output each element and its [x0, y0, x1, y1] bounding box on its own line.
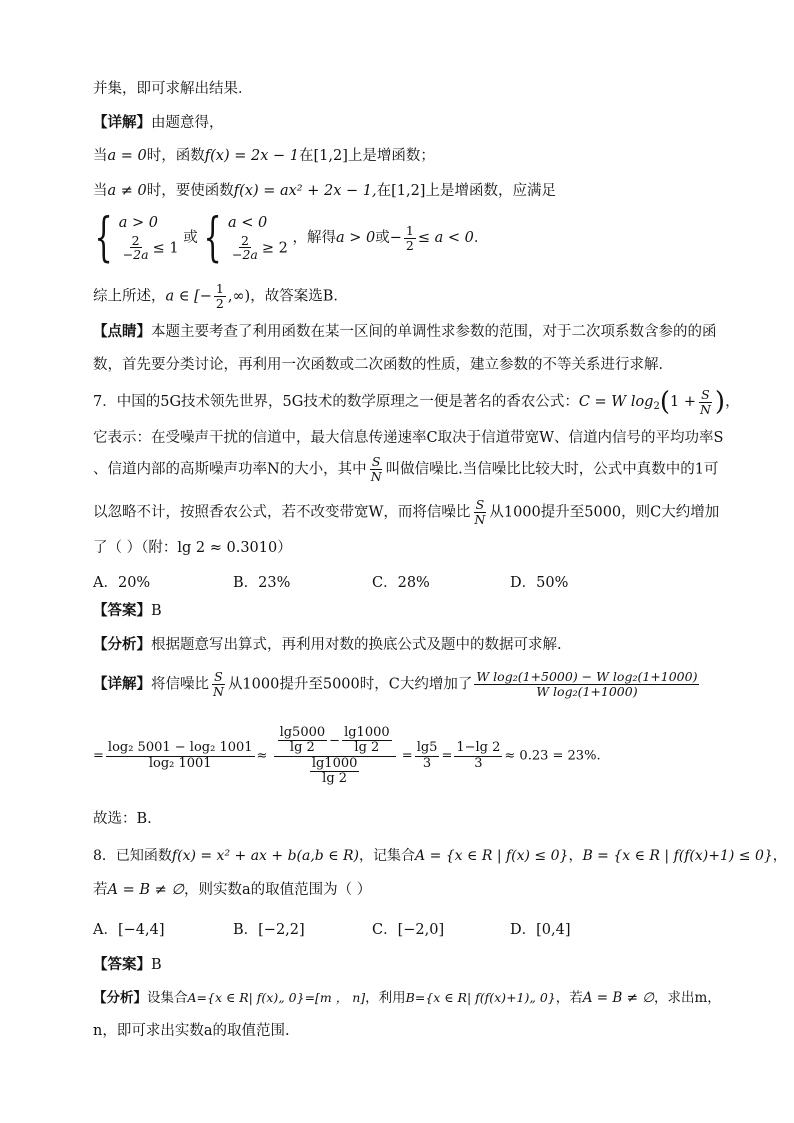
- paren-close: ): [714, 387, 726, 417]
- option-a: [93, 918, 165, 939]
- text: ．: [473, 230, 489, 246]
- paragraph-text: 根据题意写出算式，再利用对数的换底公式及题中的数据可求解.: [151, 637, 562, 653]
- frac-den: N: [370, 468, 382, 484]
- math: =: [401, 748, 413, 764]
- frac-num: log₂ 5001 − log₂ 1001: [107, 740, 253, 756]
- text: .: [596, 748, 601, 764]
- frac-num: 2: [240, 232, 249, 248]
- math: ≈: [256, 748, 268, 764]
- frac-num: S: [371, 454, 381, 469]
- math: A = B ≠ ∅: [582, 990, 654, 1006]
- math: −: [389, 230, 402, 246]
- text-line: [93, 955, 162, 975]
- math: ,∞): [227, 288, 251, 305]
- answer-value: B: [151, 603, 162, 619]
- question-text: 它表示：在受噪声干扰的信道中，最大信息传递速率C取决于信道带宽W、信道内信号的平均功率S: [93, 430, 724, 446]
- frac-num: lg1000: [344, 725, 390, 740]
- frac-den: [306, 757, 364, 787]
- text: ，解得: [292, 230, 336, 246]
- frac-den: 3: [422, 755, 432, 771]
- option-text: A．20%: [93, 575, 151, 591]
- question-text: 了（ ）（附：lg 2 ≈ 0.3010）: [93, 540, 292, 556]
- frac-den: lg 2: [322, 770, 348, 786]
- math: [1,2]: [313, 148, 348, 164]
- paragraph-text: 数，首先要分类讨论，再利用一次函数或二次函数的性质，建立参数的不等关系进行求解．: [93, 357, 673, 373]
- comment-tag: 【点睛】: [93, 323, 151, 340]
- question-text: 叫做信噪比.当信噪比比较大时，公式中真数中的1可: [385, 461, 719, 478]
- question-text: 7．中国的5G技术领先世界，5G技术的数学原理之一便是著名的香农公式：: [93, 394, 579, 410]
- math: a ∈ [−: [165, 288, 212, 305]
- option-text: D．[0,4]: [510, 922, 571, 938]
- text-line: [93, 428, 723, 448]
- option-d: [510, 571, 568, 592]
- math: 1 +: [670, 394, 696, 410]
- text: ，: [725, 394, 740, 410]
- answer-value: B: [151, 957, 162, 973]
- option-text: D．50%: [510, 575, 569, 591]
- frac-den: N: [699, 401, 711, 417]
- option-text: C．28%: [372, 575, 430, 591]
- option-b: [233, 918, 305, 939]
- frac-den: lg 2: [289, 740, 315, 756]
- frac-den: −2a: [122, 247, 149, 263]
- text: 或: [183, 230, 198, 246]
- frac-den: −2a: [232, 247, 258, 263]
- text: ，: [772, 848, 787, 864]
- text: 设集合: [147, 990, 188, 1006]
- text-line: [93, 282, 348, 311]
- frac-num: lg5000: [279, 725, 326, 740]
- text-line: [93, 635, 562, 655]
- math: A = B ≠ ∅: [107, 882, 184, 898]
- math: f(x) = 2x − 1: [204, 148, 299, 164]
- paragraph-text: 由题意得，: [151, 115, 224, 131]
- text: 从1000提升至5000时，C大约增加了: [227, 676, 473, 693]
- text: ，若: [555, 990, 583, 1006]
- paragraph-text: 本题主要考查了利用函数在某一区间的单调性求参数的范围，对于二次项系数含参的的函: [151, 324, 717, 340]
- text-line: [93, 601, 162, 621]
- frac-num: lg5: [416, 740, 438, 756]
- option-c: [372, 918, 444, 939]
- frac-num: [274, 726, 396, 757]
- text-line: [93, 988, 721, 1008]
- math: A = {x ∈ R | f(x) ≤ 0}: [415, 848, 569, 864]
- frac-den: 2: [215, 295, 224, 311]
- compound-fraction: [274, 726, 396, 786]
- question-8-line: [93, 846, 787, 866]
- text-line: [93, 322, 717, 342]
- question-text: ，则实数a的取值范围为（ ）: [184, 882, 372, 898]
- text-line: [93, 181, 556, 201]
- math: ≈ 0.23 = 23%: [504, 748, 597, 764]
- text: 上是增函数，应满足: [425, 183, 556, 199]
- text: 将信噪比: [151, 676, 209, 693]
- text: ，利用: [365, 990, 406, 1006]
- question-text: 以忽略不计，按照香农公式，若不改变带宽W，而将信噪比: [93, 504, 471, 521]
- paragraph-text: n，即可求出实数a的取值范围.: [93, 1023, 290, 1039]
- frac-den: 3: [474, 755, 483, 771]
- text: 当: [93, 183, 108, 199]
- text: 上是增函数；: [347, 148, 435, 164]
- system-row: [228, 234, 288, 263]
- text-line: [93, 880, 371, 900]
- paren-open: (: [659, 387, 670, 417]
- system-1: [119, 214, 179, 262]
- option-text: B．[−2,2]: [233, 922, 305, 938]
- text: ，记集合: [359, 848, 416, 864]
- frac-num: 1: [405, 222, 414, 238]
- brace-icon: {: [94, 208, 113, 268]
- frac-den: lg 2: [354, 740, 380, 756]
- text-line: [93, 455, 718, 484]
- frac-num: S: [214, 669, 223, 684]
- math: f(x) = x² + ax + b(a,b ∈ R): [171, 848, 360, 864]
- system-row: a < 0: [228, 214, 268, 231]
- frac-num: 2: [131, 232, 140, 248]
- frac-num: S: [701, 386, 710, 402]
- frac-den: 2: [405, 237, 414, 253]
- text-line: [93, 79, 253, 99]
- math: ≤ 1: [152, 239, 179, 256]
- text: ，求出m，: [653, 990, 721, 1006]
- math: =: [441, 748, 453, 764]
- text: 当: [93, 148, 108, 164]
- answer-tag: 【答案】: [93, 602, 151, 619]
- text-line: [93, 809, 152, 829]
- text: 时，函数: [146, 148, 205, 164]
- frac-den: W log₂(1+1000): [536, 683, 638, 699]
- text-line: [93, 113, 224, 133]
- text-line: [93, 146, 435, 166]
- answer-tag: 【答案】: [93, 956, 151, 973]
- option-b: [233, 571, 290, 592]
- text: ，故答案选B．: [250, 288, 348, 305]
- option-a: [93, 571, 150, 592]
- frac-num: lg1000: [311, 755, 358, 771]
- calc-line: [93, 726, 601, 786]
- math: ≥ 2: [261, 239, 288, 256]
- option-d: [510, 918, 571, 939]
- frac-num: S: [475, 497, 485, 512]
- paragraph-text: 并集，即可求解出结果．: [93, 81, 253, 97]
- frac-num: W log₂(1+5000) − W log₂(1+1000): [476, 669, 698, 684]
- math: a ≠ 0: [107, 183, 147, 199]
- text: 若: [93, 882, 108, 898]
- text-line: [93, 1021, 290, 1041]
- analysis-tag: 【分析】: [93, 636, 151, 653]
- text-line: [93, 538, 292, 558]
- frac-num: 1: [215, 281, 224, 296]
- system-row: a > 0: [118, 214, 158, 231]
- math: f(x) = ax² + 2x − 1,: [233, 183, 377, 199]
- frac-num: 1−lg 2: [456, 740, 501, 756]
- frac-den: log₂ 1001: [148, 755, 212, 771]
- text-line: [93, 498, 719, 527]
- text-line: [93, 355, 673, 375]
- math: a = 0: [107, 148, 147, 164]
- text: 综上所述，: [93, 288, 166, 305]
- option-c: [372, 571, 430, 592]
- text: 在: [376, 183, 392, 199]
- system-2: [228, 214, 288, 262]
- question-text: 、信道内部的高斯噪声功率N的大小，其中: [93, 461, 367, 478]
- math: A={x ∈ R| f(x)„ 0}=[m ， n]: [187, 990, 366, 1005]
- frac-den: N: [474, 511, 486, 527]
- text: ，: [568, 848, 583, 864]
- math: −: [329, 733, 341, 749]
- question-text: 8．已知函数: [93, 848, 172, 864]
- system-row: [119, 234, 179, 263]
- detail-tag: 【详解】: [93, 114, 151, 131]
- system-line: [93, 208, 489, 268]
- math: B={x ∈ R| f(f(x)+1)„ 0}: [405, 990, 556, 1005]
- question-text: 从1000提升至5000，则C大约增加: [489, 504, 720, 521]
- text-line: [93, 670, 701, 699]
- text: 在: [298, 148, 314, 164]
- option-text: A．[−4,4]: [93, 922, 165, 938]
- text: 或: [375, 230, 390, 246]
- math: C = W log: [578, 394, 654, 410]
- option-text: B．23%: [233, 575, 291, 591]
- option-text: C．[−2,0]: [372, 922, 445, 938]
- math: ≤ a < 0: [417, 230, 474, 246]
- math: a > 0: [335, 230, 376, 246]
- text: 时，要使函数: [146, 183, 234, 199]
- frac-den: N: [213, 683, 224, 699]
- math: [1,2]: [391, 183, 426, 199]
- math: =: [93, 748, 104, 764]
- paragraph-text: 故选：B.: [93, 811, 152, 827]
- brace-icon: {: [203, 208, 222, 268]
- detail-tag: 【详解】: [93, 675, 151, 693]
- math: B = {x ∈ R | f(f(x)+1) ≤ 0}: [582, 848, 773, 864]
- math-subscript: 2: [653, 401, 660, 412]
- analysis-tag: 【分析】: [93, 990, 147, 1006]
- question-7-line: [93, 387, 740, 417]
